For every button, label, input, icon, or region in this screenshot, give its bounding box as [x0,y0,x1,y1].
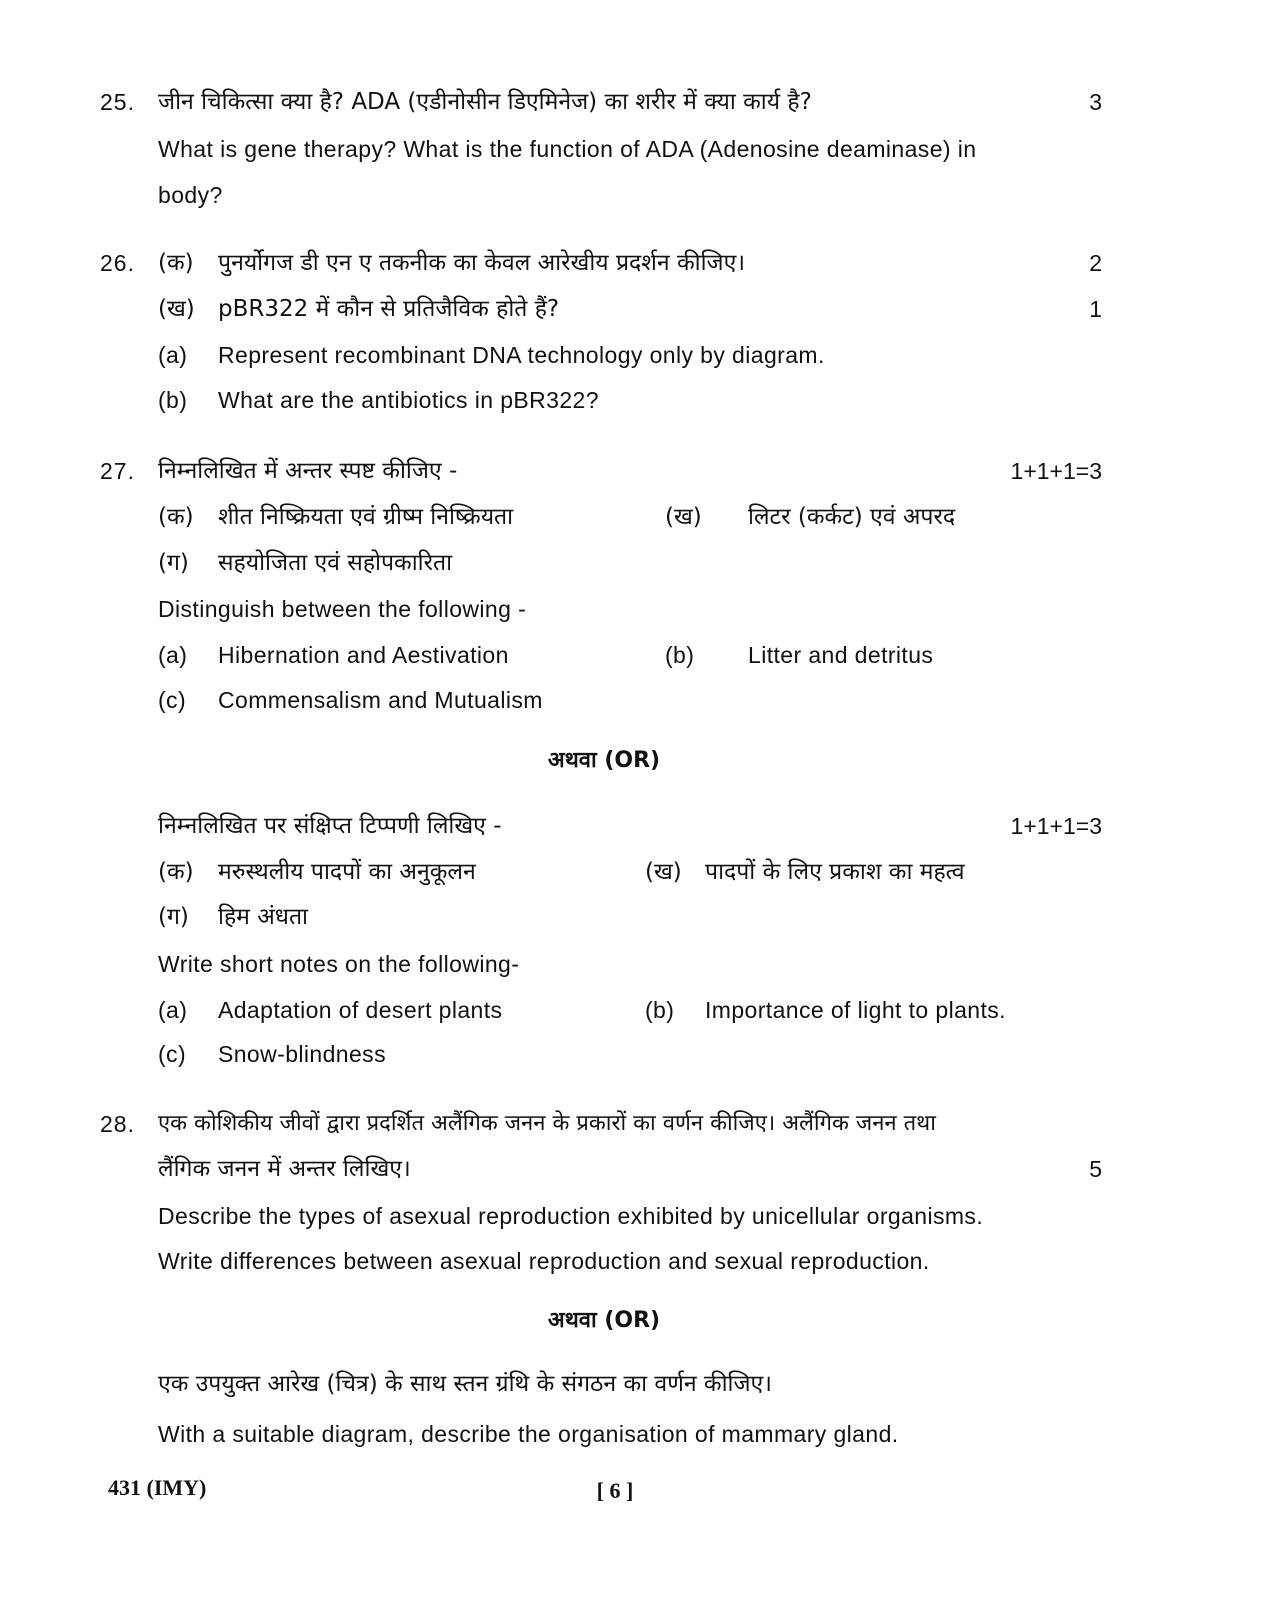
part-a-text-hindi: पुनर्योगज डी एन ए तकनीक का केवल आरेखीय प्रदर्शन कीजिए। [218,250,746,276]
part-c-label-english: (c) [158,687,187,713]
part-c-text-english: Snow-blindness [218,1041,386,1067]
question-text-hindi: एक उपयुक्त आरेख (चित्र) के साथ स्तन ग्रंथि के संगठन का वर्णन कीजिए। [158,1371,772,1397]
or-divider: अथवा (OR) [547,748,661,773]
question-text-english: With a suitable diagram, describe the organisation of mammary gland. [158,1421,899,1447]
part-a-text-english: Represent recombinant DNA technology only by diagram. [218,342,825,368]
part-b-label-hindi: (ख) [665,504,702,530]
question-text-hindi-line1: एक कोशिकीय जीवों द्वारा प्रदर्शित अलैंगिक जनन के प्रकारों का वर्णन कीजिए। अलैंगिक जनन तथा [158,1111,936,1136]
part-b-text-hindi: pBR322 में कौन से प्रतिजैविक होते हैं? [218,296,560,322]
part-a-text-hindi: शीत निष्क्रियता एवं ग्रीष्म निष्क्रियता [218,504,514,530]
question-number: 27. [100,458,135,484]
part-a-label-hindi: (क) [158,250,194,276]
part-c-text-hindi: सहयोजिता एवं सहोपकारिता [218,550,453,576]
part-b-label-english: (b) [158,387,188,413]
marks: 3 [1089,89,1102,115]
part-b-text-english: What are the antibiotics in pBR322? [218,387,599,413]
part-b-text-english: Importance of light to plants. [705,997,1006,1023]
part-c-text-english: Commensalism and Mutualism [218,687,543,713]
part-a-text-hindi: मरुस्थलीय पादपों का अनुकूलन [218,859,476,885]
question-intro-hindi: निम्नलिखित पर संक्षिप्त टिप्पणी लिखिए - [158,813,502,839]
part-b-marks: 1 [1089,296,1102,322]
question-number: 26. [100,250,135,276]
paper-code: 431 (IMY) [108,1475,207,1500]
question-text-hindi: जीन चिकित्सा क्या है? ADA (एडीनोसीन डिएमिनेज) का शरीर में क्या कार्य है? [158,89,812,115]
part-a-label-english: (a) [158,642,188,668]
question-text-hindi-line2: लैंगिक जनन में अन्तर लिखिए। [158,1156,411,1182]
question-number: 25. [100,89,135,115]
part-a-text-english: Adaptation of desert plants [218,997,503,1023]
part-b-text-english: Litter and detritus [748,642,934,668]
question-intro-hindi: निम्नलिखित में अन्तर स्पष्ट कीजिए - [158,458,458,484]
part-a-label-hindi: (क) [158,504,194,530]
part-b-text-hindi: पादपों के लिए प्रकाश का महत्व [705,859,965,885]
question-intro-english: Write short notes on the following- [158,951,520,977]
question-text-english-line2: Write differences between asexual reproduction and sexual reproduction. [158,1248,930,1274]
page-number: [ 6 ] [596,1478,634,1503]
question-text-english-line2: body? [158,182,223,208]
part-a-label-english: (a) [158,997,188,1023]
part-c-label-hindi: (ग) [158,550,189,576]
marks: 1+1+1=3 [1010,458,1102,484]
marks: 1+1+1=3 [1010,813,1102,839]
marks: 5 [1089,1156,1102,1182]
part-a-marks: 2 [1089,250,1102,276]
part-c-label-english: (c) [158,1041,187,1067]
part-b-label-english: (b) [665,642,695,668]
part-a-label-hindi: (क) [158,859,194,885]
part-a-label-english: (a) [158,342,188,368]
question-intro-english: Distinguish between the following - [158,596,527,622]
or-divider: अथवा (OR) [547,1308,661,1333]
part-b-label-hindi: (ख) [158,296,195,322]
question-text-english-line1: Describe the types of asexual reproduction exhibited by unicellular organisms. [158,1203,984,1229]
part-b-text-hindi: लिटर (कर्कट) एवं अपरद [748,504,956,530]
part-c-label-hindi: (ग) [158,904,189,930]
question-text-english-line1: What is gene therapy? What is the function of ADA (Adenosine deaminase) in [158,136,977,162]
part-b-label-hindi: (ख) [645,859,682,885]
part-c-text-hindi: हिम अंधता [218,904,309,930]
question-number: 28. [100,1111,135,1137]
part-a-text-english: Hibernation and Aestivation [218,642,509,668]
part-b-label-english: (b) [645,997,675,1023]
